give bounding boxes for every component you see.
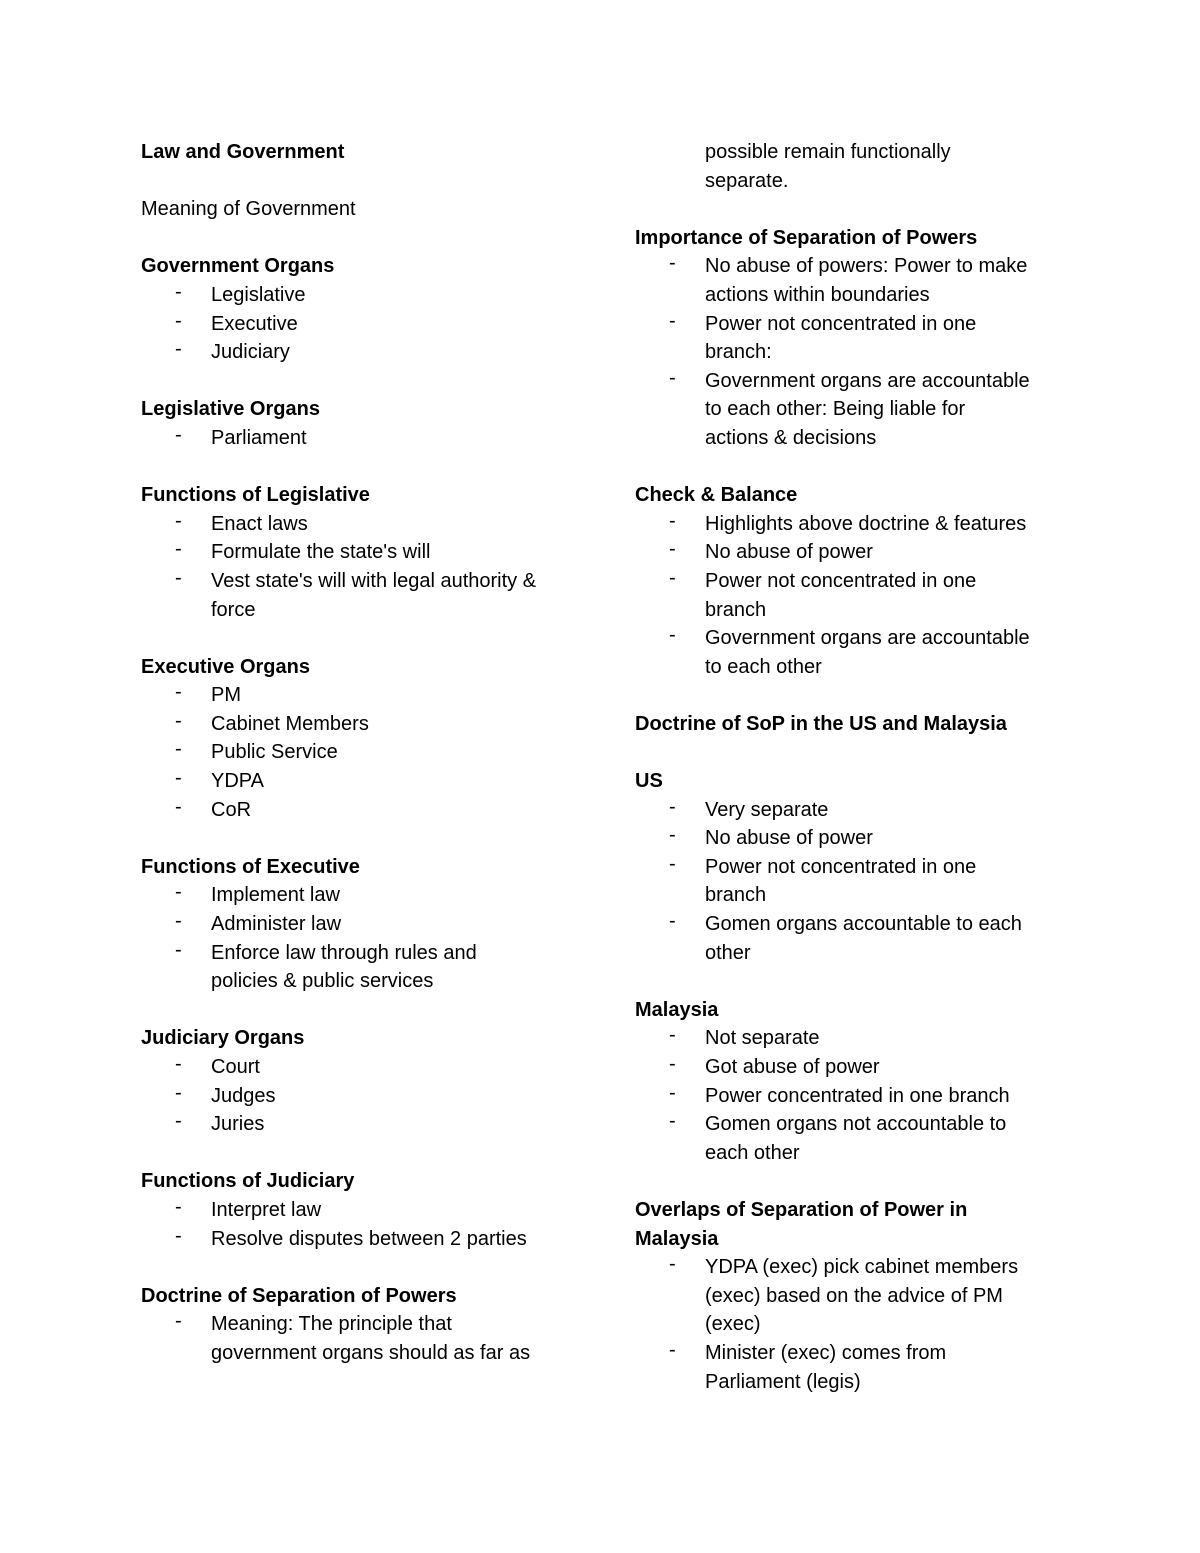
bullet-item	[635, 624, 1075, 681]
bullet-item	[141, 939, 581, 996]
bullet-item	[141, 910, 581, 939]
bullet-item	[635, 1053, 1075, 1082]
bullet-text: branch	[705, 598, 767, 621]
section-heading: Malaysia	[635, 998, 719, 1021]
bullet-text: Gomen organs accountable to each	[705, 913, 1022, 936]
bullet-text: Executive	[211, 312, 298, 335]
bullet-dash-icon: -	[175, 738, 182, 761]
bullet-dash-icon: -	[175, 1310, 182, 1333]
section-heading: US	[635, 770, 663, 793]
bullet-text: Power not concentrated in one	[705, 569, 977, 592]
spacer	[141, 624, 581, 653]
bullet-text: PM	[211, 684, 241, 707]
bullet-dash-icon: -	[175, 509, 182, 532]
bullet-item	[141, 538, 581, 567]
bullet-item	[635, 1110, 1075, 1167]
bullet-dash-icon: -	[669, 538, 676, 561]
bullet-dash-icon: -	[669, 366, 676, 389]
spacer	[141, 367, 581, 396]
spacer	[141, 824, 581, 853]
spacer	[635, 967, 1075, 996]
bullet-dash-icon: -	[175, 338, 182, 361]
bullet-text: (exec)	[705, 1313, 761, 1336]
spacer	[141, 167, 581, 196]
bullet-text: Implement law	[211, 884, 340, 907]
bullet-text: Interpret law	[211, 1198, 322, 1221]
bullet-dash-icon: -	[669, 910, 676, 933]
left-column	[141, 138, 581, 1368]
bullet-dash-icon: -	[669, 1253, 676, 1276]
bullet-text: each other	[705, 1141, 800, 1164]
bullet-text: Government organs are accountable	[705, 627, 1030, 650]
bullet-text: to each other	[705, 655, 822, 678]
section-heading: Importance of Separation of Powers	[635, 226, 978, 249]
bullet-text: YDPA	[211, 770, 264, 793]
section-heading: Executive Organs	[141, 655, 310, 678]
section-heading: Functions of Legislative	[141, 484, 370, 507]
bullet-item	[635, 567, 1075, 624]
bullet-item	[635, 910, 1075, 967]
bullet-dash-icon: -	[669, 509, 676, 532]
spacer	[141, 453, 581, 482]
bullet-dash-icon: -	[669, 624, 676, 647]
bullet-text: Very separate	[705, 798, 829, 821]
section-heading: Law and Government	[141, 141, 345, 163]
bullet-item	[635, 796, 1075, 825]
bullet-dash-icon: -	[175, 767, 182, 790]
bullet-dash-icon: -	[669, 566, 676, 589]
bullet-dash-icon: -	[669, 1053, 676, 1075]
bullet-text: government organs should as far as	[211, 1341, 531, 1364]
bullet-item	[141, 567, 581, 624]
bullet-dash-icon: -	[175, 1195, 182, 1218]
bullet-dash-icon: -	[175, 881, 182, 904]
bullet-text: Administer law	[211, 913, 342, 936]
bullet-item	[635, 538, 1075, 567]
bullet-item	[635, 1024, 1075, 1053]
bullet-item	[141, 1053, 581, 1082]
bullet-item	[635, 367, 1075, 453]
bullet-text: Minister (exec) comes from	[705, 1341, 947, 1364]
bullet-item	[141, 338, 581, 367]
bullet-dash-icon: -	[175, 280, 182, 303]
bullet-text: Enforce law through rules and	[211, 941, 477, 964]
body-text: Meaning of Government	[141, 198, 356, 221]
bullet-text: Parliament (legis)	[705, 1370, 861, 1393]
bullet-text: Enact laws	[211, 512, 308, 535]
bullet-text: Gomen organs not accountable to	[705, 1113, 1007, 1136]
bullet-dash-icon: -	[669, 252, 676, 275]
bullet-dash-icon: -	[175, 423, 182, 446]
bullet-text: Not separate	[705, 1027, 820, 1050]
right-column	[635, 138, 1075, 1396]
bullet-item	[141, 738, 581, 767]
bullet-text: branch:	[705, 341, 772, 364]
bullet-item	[635, 824, 1075, 853]
section-heading: Government Organs	[141, 255, 335, 278]
bullet-text: Judiciary	[211, 341, 290, 364]
bullet-text: (exec) based on the advice of PM	[705, 1284, 1003, 1307]
bullet-item	[635, 510, 1075, 539]
bullet-item	[635, 1253, 1075, 1339]
bullet-text: No abuse of power	[705, 541, 873, 564]
bullet-text: Government organs are accountable	[705, 369, 1030, 392]
bullet-dash-icon: -	[175, 910, 182, 933]
bullet-text: Power not concentrated in one	[705, 312, 977, 335]
bullet-text: Meaning: The principle that	[211, 1313, 452, 1336]
section-heading: Doctrine of SoP in the US and Malaysia	[635, 712, 1007, 735]
bullet-dash-icon: -	[175, 1053, 182, 1075]
bullet-text: Judges	[211, 1084, 276, 1107]
bullet-dash-icon: -	[175, 566, 182, 589]
bullet-text: CoR	[211, 798, 252, 821]
section-heading: Check & Balance	[635, 484, 798, 507]
bullet-item	[141, 1110, 581, 1139]
bullet-dash-icon: -	[175, 795, 182, 818]
bullet-dash-icon: -	[669, 1081, 676, 1104]
bullet-dash-icon: -	[669, 852, 676, 875]
bullet-dash-icon: -	[669, 1110, 676, 1133]
bullet-text: Cabinet Members	[211, 712, 369, 735]
bullet-text: YDPA (exec) pick cabinet members	[705, 1256, 1019, 1279]
bullet-item	[635, 1082, 1075, 1111]
bullet-dash-icon: -	[669, 824, 676, 847]
bullet-text: possible remain functionally	[705, 141, 951, 163]
bullet-item	[141, 424, 581, 453]
bullet-item	[635, 1339, 1075, 1396]
bullet-dash-icon: -	[175, 1224, 182, 1247]
bullet-dash-icon: -	[175, 1081, 182, 1104]
bullet-text: Public Service	[211, 741, 338, 764]
bullet-text: Parliament	[211, 426, 307, 449]
spacer	[635, 1167, 1075, 1196]
bullet-text: Court	[211, 1056, 260, 1078]
bullet-text: separate.	[705, 169, 789, 192]
bullet-item	[635, 853, 1075, 910]
bullet-dash-icon: -	[175, 538, 182, 561]
bullet-dash-icon: -	[669, 309, 676, 332]
bullet-continuation	[635, 138, 1075, 195]
section-heading: Doctrine of Separation of Powers	[141, 1284, 457, 1307]
bullet-item	[141, 1082, 581, 1111]
spacer	[141, 1139, 581, 1168]
bullet-text: Got abuse of power	[705, 1056, 880, 1078]
bullet-text: No abuse of powers: Power to make	[705, 255, 1028, 278]
spacer	[141, 224, 581, 253]
bullet-text: Legislative	[211, 283, 306, 306]
bullet-text: other	[705, 941, 751, 964]
bullet-item	[141, 1196, 581, 1225]
bullet-text: policies & public services	[211, 970, 434, 993]
bullet-item	[635, 252, 1075, 309]
bullet-item	[635, 310, 1075, 367]
bullet-item	[141, 881, 581, 910]
bullet-text: Vest state's will with legal authority &	[211, 569, 537, 592]
bullet-item	[141, 281, 581, 310]
section-heading: Overlaps of Separation of Power in	[635, 1198, 968, 1221]
spacer	[635, 681, 1075, 710]
bullet-text: Juries	[211, 1113, 265, 1136]
bullet-text: Power not concentrated in one	[705, 855, 977, 878]
bullet-item	[141, 796, 581, 825]
bullet-text: actions & decisions	[705, 426, 877, 449]
spacer	[635, 195, 1075, 224]
bullet-item	[141, 767, 581, 796]
bullet-text: to each other: Being liable for	[705, 398, 966, 421]
section-heading: Functions of Judiciary	[141, 1170, 355, 1193]
bullet-item	[141, 681, 581, 710]
section-heading: Malaysia	[635, 1227, 719, 1250]
bullet-dash-icon: -	[669, 795, 676, 818]
bullet-item	[141, 510, 581, 539]
bullet-text: actions within boundaries	[705, 283, 930, 306]
bullet-item	[141, 310, 581, 339]
bullet-dash-icon: -	[175, 681, 182, 704]
section-heading: Legislative Organs	[141, 398, 320, 421]
bullet-text: Formulate the state's will	[211, 541, 431, 564]
bullet-dash-icon: -	[175, 709, 182, 732]
bullet-text: Resolve disputes between 2 parties	[211, 1227, 527, 1250]
bullet-item	[141, 710, 581, 739]
bullet-text: branch	[705, 884, 767, 907]
bullet-item	[141, 1310, 581, 1367]
spacer	[141, 1253, 581, 1282]
bullet-dash-icon: -	[175, 1110, 182, 1133]
bullet-dash-icon: -	[175, 309, 182, 332]
bullet-item	[141, 1225, 581, 1254]
spacer	[635, 738, 1075, 767]
spacer	[635, 453, 1075, 482]
bullet-text: Power concentrated in one branch	[705, 1084, 1010, 1107]
bullet-text: force	[211, 598, 256, 621]
section-heading: Judiciary Organs	[141, 1027, 305, 1050]
bullet-dash-icon: -	[669, 1338, 676, 1361]
bullet-dash-icon: -	[175, 938, 182, 961]
bullet-dash-icon: -	[669, 1024, 676, 1047]
section-heading: Functions of Executive	[141, 855, 360, 878]
bullet-text: Highlights above doctrine & features	[705, 512, 1027, 535]
spacer	[141, 996, 581, 1025]
bullet-text: No abuse of power	[705, 827, 873, 850]
